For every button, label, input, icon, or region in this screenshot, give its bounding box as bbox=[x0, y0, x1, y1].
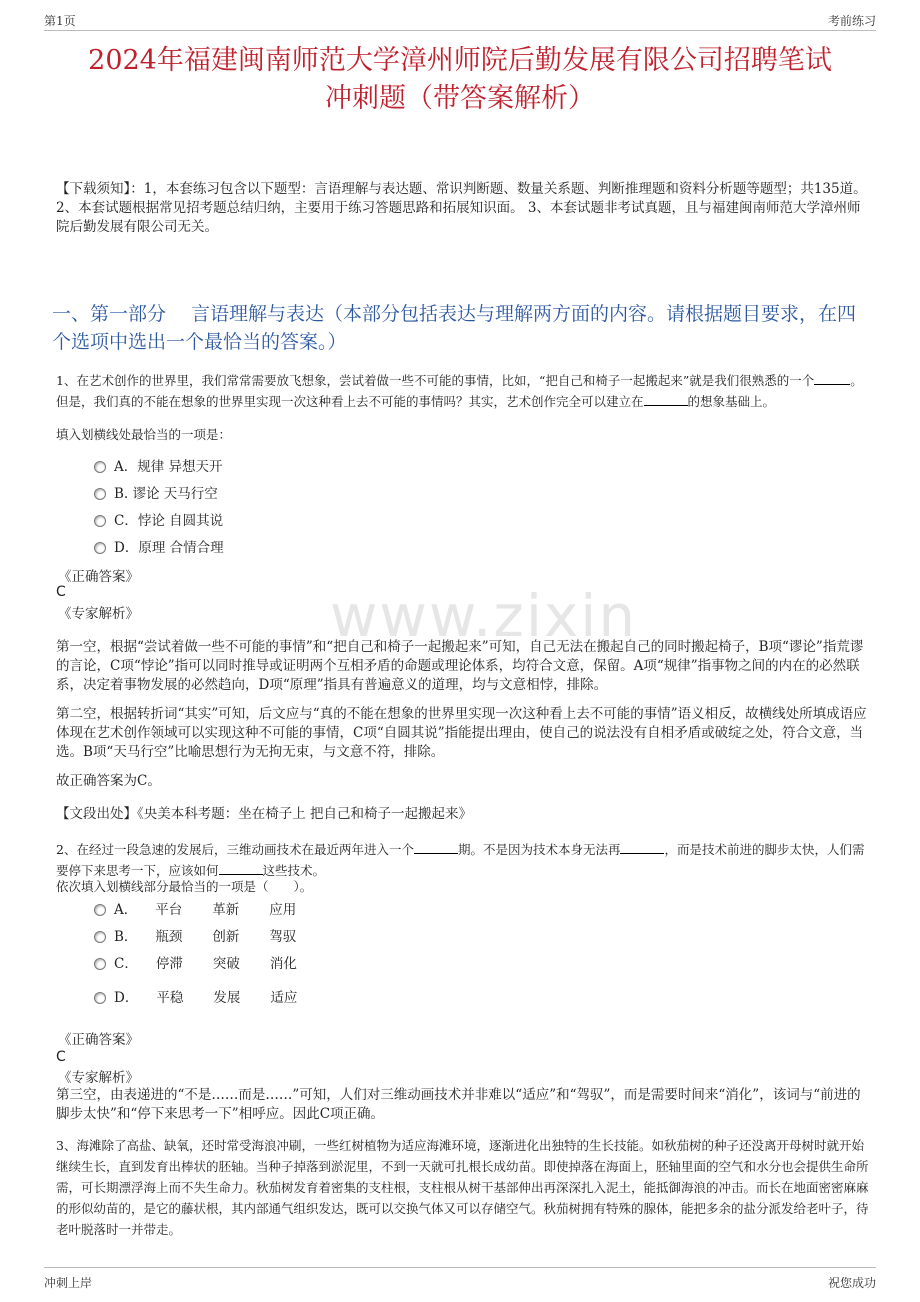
watermark: www.zixin bbox=[330, 582, 638, 650]
q1-analysis-2: 第二空，根据转折词“其实”可知，后文应与“真的不能在想象的世界里实现一次这种看上去不可能的事情”语义相反，故横线处所填成语应体现在艺术创作领域可以实现这种不可能的事情，C项“自圆其说”指能提出理由，使自己的说法没有自相矛盾或破绽之处，符合文意，当选。B项“天马行空”比喻思想行为无拘无束，与文意不符，排除。 bbox=[56, 706, 867, 760]
q1-source: 【文段出处】《央美本科考题：坐在椅子上 把自己和椅子一起搬起来》 bbox=[56, 806, 473, 822]
q1-prompt: 填入划横线处最恰当的一项是： bbox=[56, 427, 232, 442]
q2-correct-label: 《正确答案》 bbox=[58, 1032, 139, 1048]
q3-stem: 3、海滩除了高盐、缺氧，还时常受海浪冲刷，一些红树植物为适应海滩环境，逐渐进化出独特的生长技能。如秋茄树的种子还没离开母树时就开始继续生长，直到发育出棒状的胚轴。当种子掉落到淤泥里，不到一天就可扎根长成幼苗。即使掉落在海面上，胚轴里面的空气和水分也会提供生命所需，可长期漂浮海上而不失生命力。秋茄树发育着密集的支柱根，支柱根从树干基部伸出再深深扎入泥土，能抵御海浪的冲击。而长在地面密密麻麻的形似幼苗的，是它的藤状根，其内部通气组织发达，既可以交换气体又可以存储空气。秋茄树拥有特殊的腺体，能把多余的盐分派发给老叶子，待老叶脱落时一并带走。 bbox=[56, 1138, 869, 1237]
q2-option-d-letter: D． bbox=[114, 990, 139, 1006]
q1-correct-label: 《正确答案》 bbox=[58, 569, 139, 585]
title-line-1: 2024年福建闽南师范大学漳州师院后勤发展有限公司招聘笔试 bbox=[88, 45, 832, 76]
q1-option-a[interactable] bbox=[94, 457, 223, 477]
q2-option-d-word-2: 发展 bbox=[213, 990, 241, 1006]
q1-stem bbox=[56, 370, 870, 412]
q2-option-a[interactable] bbox=[94, 900, 296, 920]
q2-analysis: 第三空，由表递进的“不是……而是……”可知，人们对三维动画技术并非难以“适应”和“驾驭”，而是需要时间来“消化”，该词与“前进的脚步太快”和“停下来思考一下”相呼应。因此C项正确。 bbox=[56, 1087, 861, 1122]
q2-option-d-word-3: 适应 bbox=[270, 990, 298, 1006]
radio-icon[interactable] bbox=[94, 461, 106, 473]
footer-right: 祝您成功 bbox=[827, 1276, 876, 1290]
q1-stem-a: 1、在艺术创作的世界里，我们常常需要放飞想象，尝试着做一些不可能的事情，比如，“把自己和椅子一起搬起来”就是我们很熟悉的一个 bbox=[56, 373, 815, 388]
q2-stem bbox=[56, 839, 870, 881]
page-footer bbox=[44, 1267, 876, 1298]
download-notice: 【下载须知】：1，本套练习包含以下题型：言语理解与表达题、常识判断题、数量关系题、判断推理题和资料分析题等题型；共135道。 2、本套试题根据常见招考题总结归纳，主要用于练习答题思路和拓展知识面。 3、本套试题非考试真题，且与福建闽南师范大学漳州师院后勤发展有限公司无关。 bbox=[56, 181, 867, 235]
radio-icon[interactable] bbox=[94, 488, 106, 500]
q1-answer: C bbox=[56, 584, 66, 600]
section-heading: 一、第一部分 言语理解与表达（本部分包括表达与理解两方面的内容。请根据题目要求，在四个选项中选出一个最恰当的答案。） bbox=[52, 303, 857, 353]
q2-blank-3 bbox=[219, 863, 263, 875]
q2-stem-d: 这些技术。 bbox=[262, 863, 326, 878]
page-number: 第1页 bbox=[44, 14, 76, 28]
q1-blank-2 bbox=[644, 394, 688, 406]
q2-blank-2 bbox=[620, 842, 664, 854]
q1-option-a-label: A．规律 异想天开 bbox=[114, 459, 223, 475]
q2-option-a-word-2: 革新 bbox=[212, 902, 240, 918]
q1-option-d-label: D．原理 合情合理 bbox=[114, 540, 224, 556]
q2-option-d-word-1: 平稳 bbox=[156, 990, 184, 1006]
q2-stem-c: ，而是技术前进的脚步太快，人们需要停下来思考一下，应该如何 bbox=[56, 842, 865, 878]
q2-option-d[interactable] bbox=[94, 988, 297, 1008]
q1-blank-1 bbox=[814, 373, 850, 385]
q2-stem-a: 2、在经过一段急速的发展后，三维动画技术在最近两年进入一个 bbox=[56, 842, 414, 857]
q2-option-c-word-3: 消化 bbox=[269, 956, 297, 972]
q2-prompt: 依次填入划横线部分最恰当的一项是（ ）。 bbox=[56, 879, 313, 894]
title-line-2: 冲刺题（带答案解析） bbox=[325, 83, 595, 114]
q2-analysis-label: 《专家解析》 bbox=[58, 1070, 139, 1086]
q2-stem-b: 期。不是因为技术本身无法再 bbox=[457, 842, 621, 857]
q1-analysis-label: 《专家解析》 bbox=[58, 606, 139, 622]
q1-stem-b: 。但是，我们真的不能在想象的世界里实现一次这种看上去不可能的事情吗？其实，艺术创作完全可以建立在 bbox=[56, 373, 863, 409]
q2-option-b-word-1: 瓶颈 bbox=[155, 929, 183, 945]
radio-icon[interactable] bbox=[94, 931, 106, 943]
document-title bbox=[40, 42, 880, 118]
q1-option-b[interactable] bbox=[94, 484, 218, 504]
q2-answer: C bbox=[56, 1049, 66, 1065]
q1-option-b-label: B. 谬论 天马行空 bbox=[114, 486, 218, 502]
q2-option-a-letter: A． bbox=[114, 902, 138, 918]
radio-icon[interactable] bbox=[94, 992, 106, 1004]
radio-icon[interactable] bbox=[94, 515, 106, 527]
radio-icon[interactable] bbox=[94, 958, 106, 970]
q1-analysis-1: 第一空，根据“尝试着做一些不可能的事情”和“把自己和椅子一起搬起来”可知，自己无法在搬起自己的同时搬起椅子，B项“谬论”指荒谬的言论，C项“悖论”指可以同时推导或证明两个互相矛盾的命题或理论体系，均符合文意，保留。A项“规律”指事物之间的内在的必然联系，决定着事物发展的必然趋向，D项“原理”指具有普遍意义的道理，均与文意相悖，排除。 bbox=[56, 639, 864, 693]
q2-option-c-letter: C． bbox=[114, 956, 138, 972]
q1-option-c[interactable] bbox=[94, 511, 223, 531]
q2-option-b-letter: B． bbox=[114, 929, 138, 945]
radio-icon[interactable] bbox=[94, 542, 106, 554]
q1-conclusion: 故正确答案为C。 bbox=[56, 773, 161, 789]
header-tag: 考前练习 bbox=[827, 14, 876, 28]
q2-option-b-word-3: 驾驭 bbox=[269, 929, 297, 945]
q2-option-a-word-1: 平台 bbox=[155, 902, 183, 918]
q2-blank-1 bbox=[414, 842, 458, 854]
q2-option-c-word-2: 突破 bbox=[212, 956, 240, 972]
page-header bbox=[44, 8, 876, 31]
q1-option-d[interactable] bbox=[94, 538, 224, 558]
radio-icon[interactable] bbox=[94, 904, 106, 916]
footer-left: 冲刺上岸 bbox=[44, 1276, 93, 1290]
q2-option-b[interactable] bbox=[94, 927, 296, 947]
q1-stem-c: 的想象基础上。 bbox=[687, 394, 776, 409]
q1-option-c-label: C．悖论 自圆其说 bbox=[114, 513, 224, 529]
q2-option-c[interactable] bbox=[94, 954, 297, 974]
q2-option-a-word-3: 应用 bbox=[269, 902, 297, 918]
q2-option-b-word-2: 创新 bbox=[212, 929, 240, 945]
q2-option-c-word-1: 停滞 bbox=[155, 956, 183, 972]
